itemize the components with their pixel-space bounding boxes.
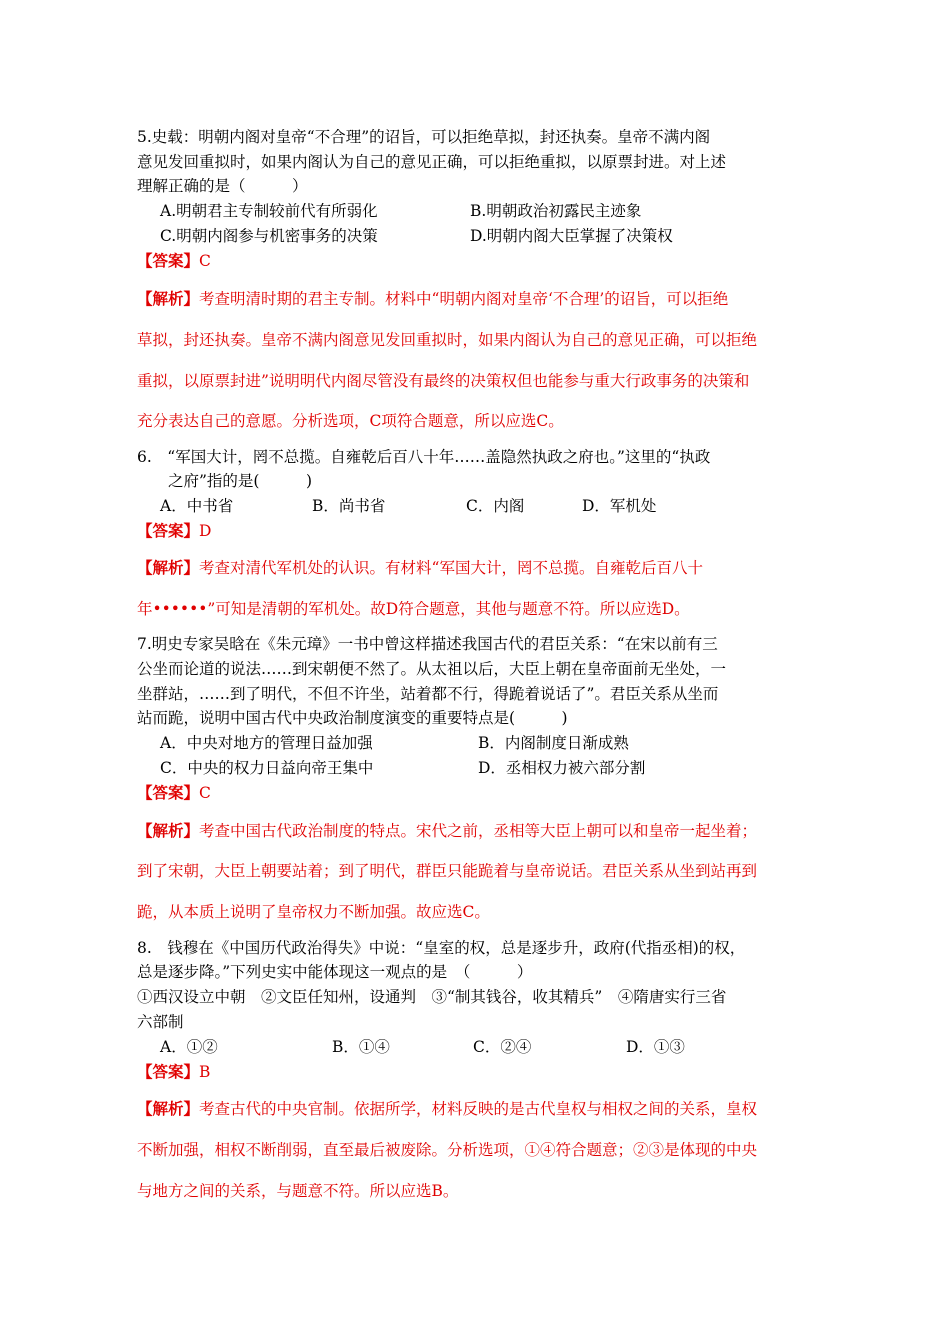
explanation-line: 不断加强，相权不断削弱，直至最后被废除。分析选项，①④符合题意；②③是体现的中央 (137, 1141, 758, 1159)
option-row (160, 732, 820, 754)
option-row (160, 200, 820, 222)
question-text-line: 公坐而论道的说法……到宋朝便不然了。从太祖以后，大臣上朝在皇帝面前无坐处，一 (137, 660, 727, 678)
explanation-line: 重拟，以原票封进”说明明代内阁尽管没有最终的决策权但也能参与重大行政事务的决策和 (137, 372, 750, 390)
explanation-line: 草拟，封还执奏。皇帝不满内阁意见发回重拟时，如果内阁认为自己的意见正确，可以拒绝 (137, 331, 758, 349)
question-text-line: 7.明史专家吴晗在《朱元璋》一书中曾这样描述我国古代的君臣关系：“在宋以前有三 (137, 635, 718, 653)
explanation-line (137, 288, 827, 310)
option-c: C．中央的权力日益向帝王集中 (160, 759, 374, 777)
question-text-line: 意见发回重拟时，如果内阁认为自己的意见正确，可以拒绝重拟，以原票封进。对上述 (137, 153, 727, 171)
question-text-line: ①西汉设立中朝 ②文臣任知州，设通判 ③“制其钱谷，收其精兵” ④隋唐实行三省 (137, 988, 727, 1006)
option-a: A．中书省 (160, 497, 234, 515)
explanation-line: 与地方之间的关系，与题意不符。所以应选B。 (137, 1182, 459, 1200)
answer-value: C (199, 252, 211, 270)
option-b: B.明朝政治初露民主迹象 (470, 202, 642, 220)
explanation-text: 考查明清时期的君主专制。材料中“明朝内阁对皇帝‘不合理’的诏旨，可以拒绝 (199, 290, 729, 308)
answer (137, 782, 211, 804)
answer-tag: 【答案】 (137, 251, 200, 270)
option-c: C.明朝内阁参与机密事务的决策 (160, 227, 378, 245)
question-text-line: 站而跪，说明中国古代中央政治制度演变的重要特点是( ) (137, 709, 568, 727)
explanation-tag: 【解析】 (137, 558, 200, 577)
option-a: A.明朝君主专制较前代有所弱化 (160, 202, 378, 220)
option-a: A．①② (160, 1038, 218, 1056)
explanation-line (137, 820, 827, 842)
option-b: B．①④ (332, 1038, 390, 1056)
answer (137, 250, 211, 272)
explanation-line: 充分表达自己的意愿。分析选项，C项符合题意，所以应选C。 (137, 412, 564, 430)
option-d: D．①③ (626, 1038, 685, 1056)
question-text-line: 理解正确的是（ ） (137, 177, 308, 195)
question-text-line: 8. 钱穆在《中国历代政治得失》中说：“皇室的权，总是逐步升，政府(代指丞相)的权， (137, 939, 746, 957)
answer-tag: 【答案】 (137, 521, 200, 540)
answer-value: B (199, 1063, 211, 1081)
option-c: C．内阁 (466, 497, 525, 515)
option-d: D．军机处 (582, 497, 657, 515)
answer-value: D (199, 522, 212, 540)
option-row (160, 1036, 820, 1058)
question-text-line: 六部制 (137, 1013, 184, 1031)
answer-value: C (199, 784, 211, 802)
question-text-line: 坐群站，……到了明代，不但不许坐，站着都不行，得跪着说话了”。君臣关系从坐而 (137, 685, 719, 703)
question-text-line: 6. “军国大计，罔不总揽。自雍乾后百八十年……盖隐然执政之府也。”这里的“执政 (137, 448, 711, 466)
question-text-line: 之府”指的是( ) (137, 472, 313, 490)
explanation-line (137, 1098, 827, 1120)
option-c: C．②④ (473, 1038, 532, 1056)
explanation-tag: 【解析】 (137, 821, 200, 840)
question-text-line: 总是逐步降。”下列史实中能体现这一观点的是 （ ） (137, 963, 533, 981)
option-d: D.明朝内阁大臣掌握了决策权 (470, 227, 673, 245)
explanation-text: 考查中国古代政治制度的特点。宋代之前，丞相等大臣上朝可以和皇帝一起坐着； (199, 822, 758, 840)
answer (137, 520, 211, 542)
answer-tag: 【答案】 (137, 783, 200, 802)
explanation-tag: 【解析】 (137, 1099, 200, 1118)
option-b: B．内阁制度日渐成熟 (478, 734, 629, 752)
explanation-tag: 【解析】 (137, 289, 200, 308)
option-row (160, 757, 820, 779)
option-row (160, 225, 820, 247)
question-text-line: 5.史载：明朝内阁对皇帝“不合理”的诏旨，可以拒绝草拟，封还执奏。皇帝不满内阁 (137, 128, 711, 146)
option-row (160, 495, 820, 517)
answer (137, 1061, 210, 1083)
answer-tag: 【答案】 (137, 1062, 200, 1081)
explanation-line: 跪，从本质上说明了皇帝权力不断加强。故应选C。 (137, 903, 490, 921)
option-a: A．中央对地方的管理日益加强 (160, 734, 373, 752)
explanation-text: 考查对清代军机处的认识。有材料“军国大计，罔不总揽。自雍乾后百八十 (199, 559, 703, 577)
explanation-line: 到了宋朝，大臣上朝要站着；到了明代，群臣只能跪着与皇帝说话。君臣关系从坐到站再到 (137, 862, 758, 880)
explanation-line: 年••••••”可知是清朝的军机处。故D符合题意，其他与题意不符。所以应选D。 (137, 600, 690, 618)
option-b: B．尚书省 (312, 497, 386, 515)
explanation-line (137, 557, 827, 579)
explanation-text: 考查古代的中央官制。依据所学，材料反映的是古代皇权与相权之间的关系，皇权 (199, 1100, 758, 1118)
option-d: D．丞相权力被六部分割 (478, 759, 646, 777)
